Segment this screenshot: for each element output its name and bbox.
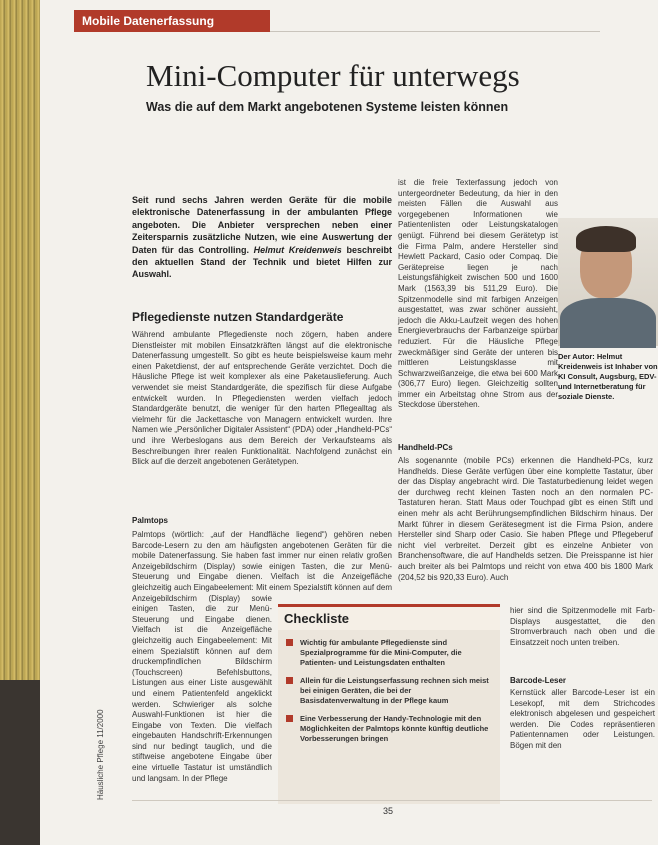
bullet-square-icon: [286, 639, 293, 646]
checklist-item: Eine Verbesserung der Handy-Technologie mit den Möglichkeiten der Palmtops könnte künftig deutliche Vorbesserungen bringen: [300, 714, 492, 744]
article-lead: [132, 194, 392, 281]
checklist-title: Checkliste: [278, 604, 500, 630]
heading-standard-devices: Pflegedienste nutzen Standardgeräte: [132, 310, 344, 324]
lead-text-1: Seit rund sechs Jahren werden Geräte für die mobile elektronische Datenerfassung in der ambulanten Pflege angeboten. Die Anbieter versprechen neben einer Zeitersparnis zusätzliche Nutzen, wie eine Auswertung der Daten für das Controlling.: [132, 195, 392, 255]
heading-barcode: Barcode-Leser: [510, 676, 567, 685]
bullet-square-icon: [286, 677, 293, 684]
footer-rule: [132, 800, 652, 801]
book-page-edges: [0, 0, 40, 845]
checklist-item: Wichtig für ambulante Pflegedienste sind Spezialprogramme für die Mini-Computer, die Patienten- und Leistungsdaten enthalten: [300, 638, 492, 668]
lead-author: Helmut Kreidenweis: [253, 244, 342, 255]
article-title: Mini-Computer für unterwegs: [146, 58, 520, 93]
bullet-square-icon: [286, 715, 293, 722]
article-subtitle: Was die auf dem Markt angebotenen Systeme leisten können: [146, 100, 509, 114]
page-number: 35: [383, 806, 394, 816]
section-tag: Mobile Datenerfassung: [74, 10, 270, 32]
checklist-item: Allein für die Leistungserfassung rechnen sich meist bei einigen Geräten, die bei der Basisdatenverwaltung in der Pflege kaum: [300, 676, 492, 706]
column-3-tail: hier sind die Spitzenmodelle mit Farb-Displays ausgestattet, die den Stromverbrauch nach oben und die Einsatzzeit noch unten treiben.: [510, 606, 655, 647]
heading-palmtops: Palmtops: [132, 516, 169, 525]
lead-text-2: beschreibt den aktuellen Stand der Technik und bietet Hilfen zur Auswahl.: [132, 244, 392, 280]
column-1-palmtops-narrow: [132, 594, 272, 840]
column-1-palmtops: Palmtops (wörtlich: „auf der Handfläche liegend“) gehören neben Barcode-Lesern zu den am häufigsten angebotenen Geräten für die mobile Datenerfassung. Sie haben fast immer nur einen relativ großen Anzeigebildschirm (Display) sowie einigen Tasten, die zur Menü-Steuerung und Eingabe dienen. Vielfach ist die Anzeigefläche gleichzeitig auch Eingabeelement: Mit einem Spezialstift können auf dem: [132, 530, 392, 592]
column-2-text: ist die freie Texterfassung jedoch von untergeordneter Bedeutung, da hier in den meisten Fällen die Auswahl aus vorgegebenen Informationen wie Patientenlisten oder Leistungskatalogen genügt. Führend bei diesem Gerätetyp ist die Firma Palm, andere Hersteller sind Hewlett Packard, Casio oder Compaq. Die Gerätepreise liegen je nach Leistungsfähigkeit zwischen 500 und 1600 Mark (1563,39 bis 511,29 Euro). Die Spitzenmodelle sind mit farbigen Anzeigen ausgestattet, was zwar schöner aussieht, jedoch die Akku-Laufzeit wegen des hohen Energieverbrauchs der Farbanzeige spürbar reduziert. Für die Häusliche Pflege zweckmäßiger sind Geräte der unteren bis mittleren Leistungsklasse mit Schwarzweißanzeige, die etwa bei 600 Mark (306,77 Euro) liegen. Gleichzeitig sollten immer ein Arbeitstag ohne Strom aus der Steckdose überstehen.: [398, 178, 558, 410]
column-2-handheld: Als sogenannte (mobile PCs) erkennen die Handheld-PCs, kurz Handhelds. Diese Geräte verfügen über eine komplette Tastatur, über der das Display angebracht wird. Die Tastaturbedienung leidet wegen der durchweg recht kleinen Tasten noch an den normalen PC-Tastaturen heran. Statt Maus oder Touchpad gibt es einen Stift und einen mehr als acht Berührungsempfindlichen Bildschirm hinaus. Der Markt führer in diesem Gerätesegment ist die Firma Psion, andere Hersteller sind Sharp oder Casio. Sie haben Pflege und Pflegeberuf nicht viel verbreitet. Derzeit gibt es einzelne Anbieter von Branchensoftware, die auf Handhelds setzen. Die Preisspanne ist hier auch breiter als bei Palmtops und reicht von etwa 400 bis 1800 Mark (204,52 bis 920,33 Euro). Auch: [398, 456, 653, 582]
author-photo: [558, 218, 658, 346]
journal-reference: Häusliche Pflege 11/2000: [96, 709, 105, 800]
palmtops-continuation: Anzeigebildschirm (Display) sowie einigen Tasten, die zur Menü-Steuerung und Eingabe dienen. Vielfach ist die Anzeigefläche gleichzeitig auch Eingabeelement: Mit einem Spezialstift können auf dem druckempfindlichen Bildschirm (Touchscreen) Befehlsbuttons, Listungen aus einer Liste ausgewählt und einem Patientenfeld angeklickt werden. Schwieriger als solche Auswahl-Funktionen ist hier die Eingabe von Texten. Die vielfach eingebauten Handschrift-Erkennungen sind nur bedingt tauglich, und die stiftweise angebotene Eingabe über eine virtuelle Tastatur ist umständlich und langsam. In der Pflege: [132, 594, 272, 783]
column-1-intro: Während ambulante Pflegedienste noch zögern, haben andere Dienstleister mit mobilen Einsatzkräften längst auf die elektronische Datenerfassung umgestellt. So gibt es heute beispielsweise kaum mehr einen Paketdienst, der auf entsprechende Geräte verzichtet. Doch die Häusliche Pflege ist weit komplexer als eine Paketauslieferung. Auch verwendet sie meist Standardgeräte, die spezifisch für diese Aufgabe entwickelt wurden. In Pflegediensten werden vielfach jedoch Standardgeräte benutzt, die weniger für den harten Pflegealltag als vielmehr für die Jackettasche von Managern entwickelt wurden. Ihre Namen wie „Persönlicher Digitaler Assistent“ (PDA) oder „Handheld-PCs“ und ihre Werbeslogans aus dem Bereich der Verkaufsteams als Beschreibungen ihrer realen Funktionalität. Nachfolgend zunächst ein Blick auf die derzeit angebotenen Gerätetypen.: [132, 330, 392, 467]
section-rule: [270, 31, 600, 32]
column-3-barcode: Kernstück aller Barcode-Leser ist ein Lesekopf, mit dem Strichcodes elektronisch abgelesen und gespeichert werden. Die Codes repräsentieren Patientennamen oder Leistungen. Bögen mit den: [510, 688, 655, 750]
heading-handheld: Handheld-PCs: [398, 443, 453, 452]
checklist-box: [278, 604, 500, 804]
author-caption: Der Autor: Helmut Kreidenweis ist Inhaber von KI Consult, Augsburg, EDV- und Internetberatung für soziale Dienste.: [558, 352, 658, 401]
